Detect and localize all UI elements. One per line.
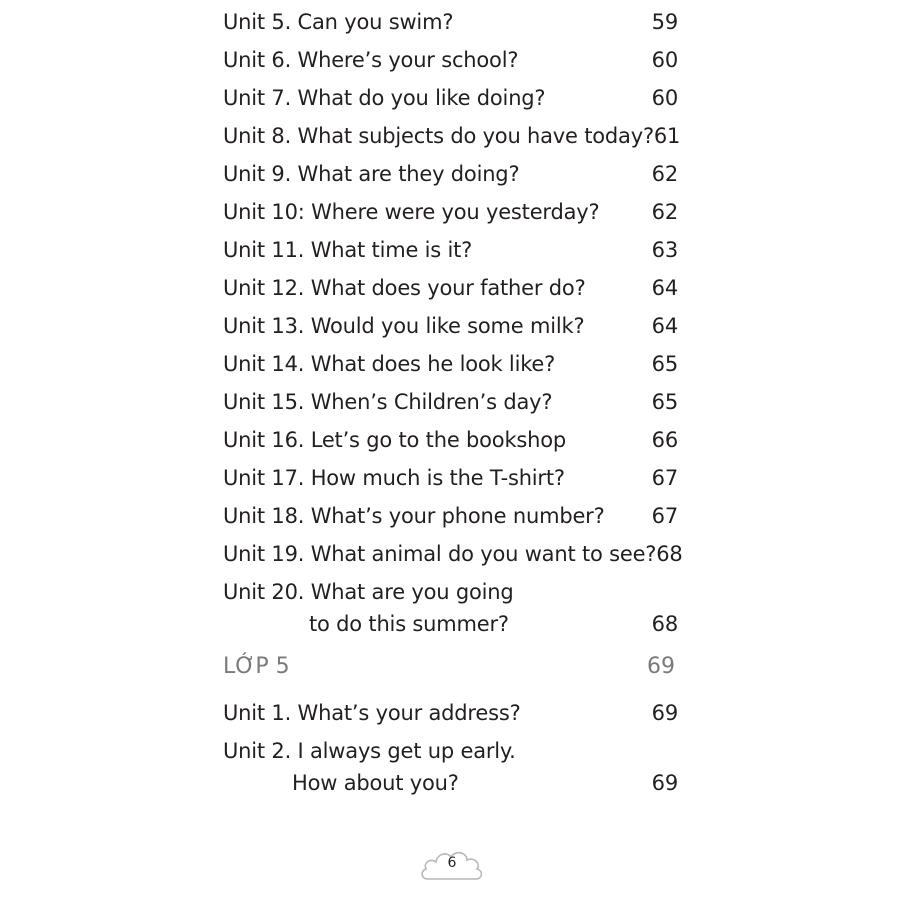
toc-entry-title: Unit 9. What are they doing? [223,162,520,186]
toc-entry-page: 62 [651,162,678,186]
page-number-badge [418,843,486,885]
toc-entry-page: 65 [651,352,678,376]
toc-entry-title: Unit 5. Can you swim? [223,10,454,34]
toc-entry-title: Unit 13. Would you like some milk? [223,314,585,338]
toc-entry-title: Unit 19. What animal do you want to see? [223,542,657,566]
toc-entry-page: 68 [651,612,678,636]
toc-entry-title-line1: Unit 20. What are you going [223,580,514,604]
toc-entry[interactable] [223,3,678,41]
section-heading-grade-5[interactable] [223,648,678,686]
toc-entry[interactable] [223,117,681,155]
toc-entry-page: 69 [651,771,678,795]
toc-entry[interactable] [223,459,678,497]
toc-entry[interactable] [223,345,678,383]
toc-entry-title: Unit 15. When’s Children’s day? [223,390,553,414]
toc-entry[interactable] [223,421,678,459]
toc-entry[interactable] [223,193,678,231]
toc-entry-title: Unit 11. What time is it? [223,238,473,262]
toc-entry-unit-20[interactable] [223,573,678,641]
toc-entry-page: 65 [651,390,678,414]
toc-entry[interactable] [223,155,678,193]
toc-entry-page: 64 [651,276,678,300]
toc-entry[interactable] [223,383,678,421]
toc-entry[interactable] [223,497,678,535]
toc-entry[interactable] [223,79,678,117]
toc-entry-page: 64 [651,314,678,338]
toc-entry-title: Unit 12. What does your father do? [223,276,586,300]
table-of-contents [223,0,683,800]
page-number: 6 [447,855,457,871]
toc-entry-title: Unit 1. What’s your address? [223,701,521,725]
toc-entry-title: Unit 10: Where were you yesterday? [223,200,600,224]
toc-entry-page: 68 [656,542,683,566]
section-page: 69 [647,654,675,679]
toc-entry-title: Unit 17. How much is the T-shirt? [223,466,565,490]
toc-entry-page: 62 [651,200,678,224]
toc-entry[interactable] [223,694,678,732]
toc-entry-page: 61 [653,124,681,148]
toc-entry-page: 67 [651,466,678,490]
toc-entry[interactable] [223,535,683,573]
toc-entry-title: Unit 18. What’s your phone number? [223,504,605,528]
toc-entry-title-line1: Unit 2. I always get up early. [223,739,516,763]
toc-entry-title: Unit 14. What does he look like? [223,352,556,376]
toc-entry[interactable] [223,41,678,79]
toc-entry-title: Unit 7. What do you like doing? [223,86,546,110]
toc-entry[interactable] [223,231,678,269]
toc-entry[interactable] [223,307,678,345]
toc-entry[interactable] [223,269,678,307]
toc-entry-title-line2: to do this summer? [309,612,509,636]
toc-entry-title: Unit 6. Where’s your school? [223,48,519,72]
toc-entry-title: Unit 16. Let’s go to the bookshop [223,428,567,452]
toc-entry-unit-2[interactable] [223,732,678,800]
toc-entry-page: 66 [651,428,678,452]
toc-entry-page: 69 [651,701,678,725]
toc-entry-page: 60 [651,86,678,110]
toc-entry-page: 63 [651,238,678,262]
toc-entry-page: 59 [651,10,678,34]
toc-entry-title: Unit 8. What subjects do you have today? [223,124,654,148]
section-title: LỚP 5 [223,654,290,679]
toc-entry-title-line2: How about you? [292,771,459,795]
toc-entry-page: 60 [651,48,678,72]
toc-entry-page: 67 [651,504,678,528]
